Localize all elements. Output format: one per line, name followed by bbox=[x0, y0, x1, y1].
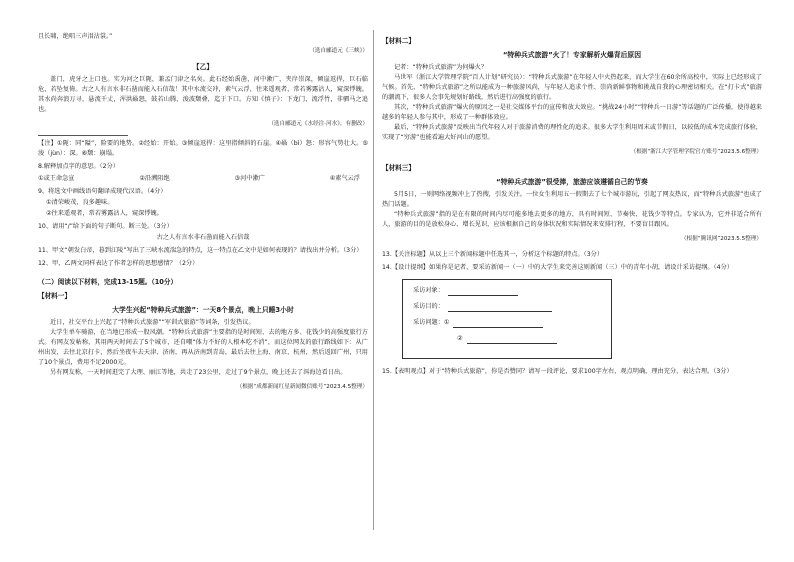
question-8-options bbox=[38, 174, 368, 184]
interview-question-2-blank[interactable] bbox=[467, 335, 557, 344]
material-3-heading: 【材料三】 bbox=[382, 164, 415, 172]
material-3-p1: 5月5日，一则网络视频冲上了热搜，引发关注。一位女生利用五一假期去了七个城市游玩，引起了网友热议，而“特种兵式旅游”也成了热门话题。 bbox=[382, 191, 762, 208]
intro-line: 且长啸，绝唱三声泪沾裳。” bbox=[38, 33, 113, 40]
material-3-title: “特种兵式旅游”很受捧，旅游应该遵循自己的节奏 bbox=[496, 178, 648, 186]
material-2-p1: 记者：“特种兵式旅游”为何爆火？ bbox=[394, 64, 488, 71]
yi-heading: 【乙】 bbox=[192, 63, 214, 71]
question-13: 13.【关注标题】从以上三个新闻标题中任选其一，分析这个标题的特点。（3分） bbox=[382, 251, 604, 258]
material-1-p1: 近日，社交平台上兴起了“特种兵式旅游”“军训式旅游”等词条，引发热议。 bbox=[50, 319, 255, 326]
interview-question-2-row bbox=[413, 334, 601, 344]
question-10: 10、请用“/”给下面的句子断句。断三处。（3分） bbox=[38, 223, 173, 230]
interview-outline-box bbox=[402, 279, 612, 359]
question-11: 11、甲文“朝发白帝，暮到江陵”写出了三峡水流湍急的特点，这一特点在乙文中是如何表现的？请找出并分析。（3分） bbox=[38, 247, 363, 254]
question-14: 14.【设计提纲】如果你是记者，要采访新闻一（一）中的大学生来完善这则新闻（三）中的青年小胡，请设计采访提纲。（4分） bbox=[382, 264, 733, 271]
question-15: 15.【表明观点】对于“特种兵式旅游”，你是否赞同？请写一段评论，要求100字左右，观点明确，理由充分，表达合理。（3分） bbox=[382, 368, 733, 375]
q8-option: ④素气云浮 bbox=[329, 175, 360, 182]
interview-purpose-label: 采访目的： bbox=[413, 303, 444, 310]
material-3-p2: “特种兵式旅游”指的是在有限的时间内尽可能多地去更多的地方，具有时间短、节奏快、花钱少等特点。专家认为，它并非适合所有人，旅游的目的是放松身心、增长见识，应该根据自己的身体状况和实际情况来安排行程，不要盲目跟风。 bbox=[382, 211, 762, 228]
q8-option: ①或王命急宣 bbox=[38, 175, 75, 182]
source-yi: （选自郦道元《水经注·河水》，有删改） bbox=[268, 121, 368, 127]
interview-question-2-label: ② bbox=[457, 335, 463, 342]
interview-purpose-blank[interactable] bbox=[448, 303, 552, 312]
question-9: 9、将选文中画线语句翻译成现代汉语。（4分） bbox=[38, 188, 167, 195]
interview-purpose-row bbox=[413, 302, 601, 312]
material-1-source: （根据“成都新闻红星新闻微信账号”2023.4.5整理） bbox=[236, 384, 368, 390]
material-2-title: “特种兵式旅游”火了！专家解析火爆背后原因 bbox=[502, 51, 642, 59]
material-2-p2: 马世军（浙江大学管理学院“百人计划”研究员）：“特种兵式旅游”在年轻人中火热起来，而大学生在60余所高校中，实际上已经形成了气候。首先，“特种兵式旅游”之所以能成为一种旅游风尚，与年轻人追求个性、崇尚新鲜事物和挑战自我的心理密切相关。在“打卡式”旅游的潮流下，很多人会事先规划好路线，然后进行高强度的旅行。 bbox=[382, 74, 762, 101]
source-jia: （选自郦道元《三峡》） bbox=[309, 48, 368, 54]
material-2-p4: 最后，“特种兵式旅游”反映出当代年轻人对于旅游消费的理性化的追求。很多大学生利用周末或节假日，以较低的成本完成旅行体验，实现了“穷游”也能看遍大好河山的愿望。 bbox=[382, 124, 762, 141]
material-1-p2: 大学生单车骑游，在当地已形成一股风潮。“特种兵式旅游”主要指的是时间短、去的地方多、花钱少的高强度旅行方式。有网友发帖称，其用两天时间去了5个城市，还自嘲“体力不好的人根本吃不消”，而这位网友的旅行路线如下：从广州出发，去往北京打卡，然后坐夜车去天津、济南，再从济南到青岛，最后去往上海、南京、杭州，然后返回广州，只用了10个景点，费用不足2000元。 bbox=[38, 329, 368, 366]
question-10-text: 古之人有言水非石凿而能入石信哉 bbox=[156, 234, 250, 241]
material-2-p3: 其次，“特种兵式旅游”爆火的原因之一是社交媒体平台的宣传和放大效应。“挑战24小时”“特种兵一日游”等话题的广泛传播，使得越来越多的年轻人参与其中，形成了一种群体效应。 bbox=[382, 104, 762, 121]
interview-subject-blank[interactable] bbox=[448, 287, 518, 296]
note-rule bbox=[38, 135, 128, 136]
material-1-p3: 另有网友称，一天时间逛完了大理、丽江等地，共走了23公里，走过了9个景点，晚上还去了洱海边看日出。 bbox=[50, 369, 347, 376]
annotation-note: 【注】①阨：同“隘”，险要的地势。②经始：开始。③倾崖返捍：这里指倾斜的石崖。④赑（bì）怒：形容气势壮大。⑤浚（jùn）：深。⑥颓：崩塌。 bbox=[38, 140, 368, 157]
interview-question-1-label: 采访问题：① bbox=[413, 319, 450, 326]
interview-question-1-blank[interactable] bbox=[453, 319, 543, 328]
question-9-b: ②往来遥观者，常若雾露沾人，窥深悸魄。 bbox=[46, 210, 163, 217]
material-2-heading: 【材料二】 bbox=[382, 37, 415, 45]
right-column bbox=[382, 32, 762, 377]
material-1-heading: 【材料一】 bbox=[38, 292, 71, 300]
question-8: 8.解释加点字的意思。（2分） bbox=[38, 163, 119, 170]
interview-subject-row bbox=[413, 286, 601, 296]
yi-text: 盖门，虎牙之上口也。实为河之巨阨，兼孟门津之名矣。此石经始禹凿，河中漱广，夹岸崇深，倾崖返捍，巨石临危，若坠复倚。古之人有言水非石凿而能入石信哉！其中水流交冲，素气云浮，往来遥观者，常若雾露沾人，窥深悸魄。其水尚奔浪万寻，悬流千丈，浑洪赑怒，鼓若山腾，浚波颓叠，迄于下口。方知《慎子》：下龙门，流浮竹，非驷马之追也。 bbox=[38, 76, 368, 113]
interview-subject-label: 采访对象： bbox=[413, 287, 444, 294]
material-1-title: 大学生兴起“特种兵式旅游”：一天8个景点，晚上只睡3小时 bbox=[112, 306, 294, 314]
q8-option: ②沿溯阻绝 bbox=[139, 175, 170, 182]
q8-option: ③河中漱广 bbox=[234, 175, 265, 182]
question-9-a: ①清荣峻茂，良多趣味。 bbox=[46, 199, 114, 206]
column-divider bbox=[373, 30, 374, 530]
question-12: 12、甲、乙两文同样表达了作者怎样的思想感情？（2分） bbox=[38, 260, 199, 267]
material-2-source: （根据“浙江大学管理学院官方账号”2023.5.6整理） bbox=[630, 149, 762, 155]
interview-question-1-row bbox=[413, 318, 601, 328]
section-2-heading: （二）阅读以下材料，完成13-15题。（10分） bbox=[38, 278, 178, 286]
material-3-source: （根据“腾讯网”2023.5.5整理） bbox=[680, 236, 762, 242]
left-column bbox=[38, 32, 368, 398]
